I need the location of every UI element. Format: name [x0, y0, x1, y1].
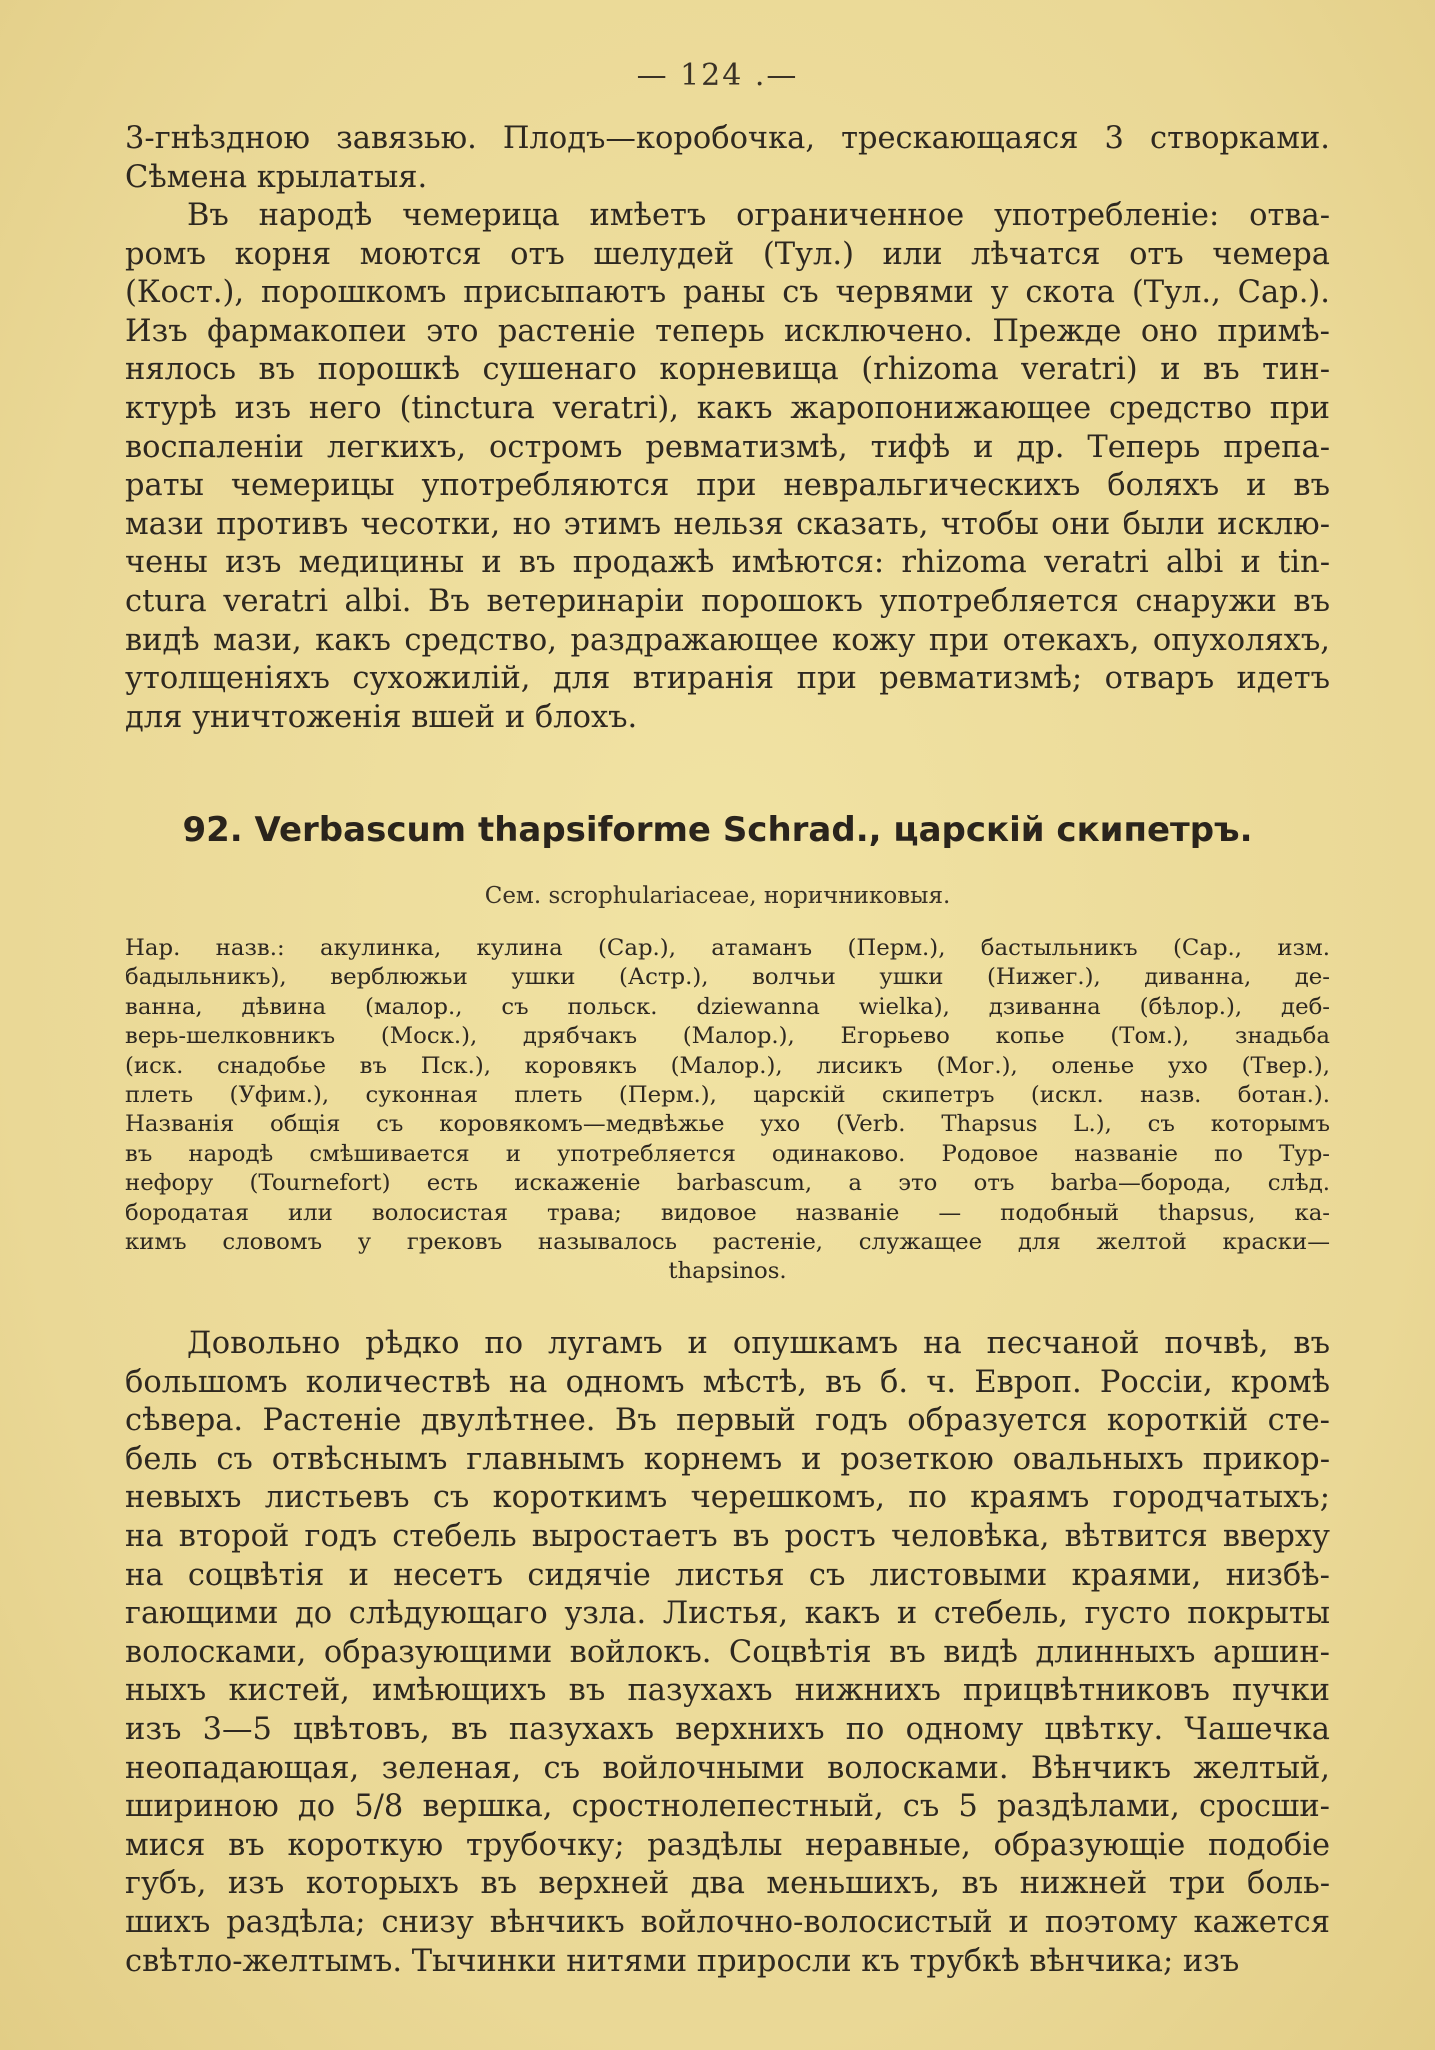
names-line: (иск. снадобье въ Пск.), коровякъ (Малор.), лисикъ (Мог.), оленье ухо (Твер.),: [125, 1052, 1330, 1079]
section-heading: 92. Verbascum thapsiforme Schrad., царскій скипетръ.: [182, 810, 1253, 850]
page-number: — 124 .—: [636, 58, 799, 93]
names-line: въ народѣ смѣшивается и употребляется одинаково. Родовое названіе по Тур-: [125, 1140, 1330, 1167]
usage-line: воспаленіи легкихъ, остромъ ревматизмѣ, тифѣ и др. Теперь препа-: [125, 429, 1330, 465]
description-line: губъ, изъ которыхъ въ верхней два меньшихъ, въ нижней три боль-: [125, 1866, 1330, 1902]
description-line: невыхъ листьевъ съ короткимъ черешкомъ, по краямъ городчатыхъ;: [125, 1480, 1330, 1516]
names-line: ванна, дѣвина (малор., съ польск. dziewanna wielka), дзиванна (бѣлор.), деб-: [125, 993, 1330, 1020]
description-line: бель съ отвѣснымъ главнымъ корнемъ и розеткою овальныхъ прикор-: [125, 1441, 1330, 1477]
description-line: на соцвѣтія и несетъ сидячіе листья съ листовыми краями, низбѣ-: [125, 1557, 1330, 1593]
intro-line: 3-гнѣздною завязью. Плодъ—коробочка, трескающаяся 3 створками.: [125, 121, 1330, 156]
family-line: Сем. scrophulariaceae, норичниковыя.: [484, 883, 951, 909]
names-line: плеть (Уфим.), суконная плеть (Перм.), царскій скипетръ (искл. назв. ботан.).: [125, 1082, 1330, 1109]
description-line: ныхъ кистей, имѣющихъ въ пазухахъ нижнихъ прицвѣтниковъ пучки: [125, 1673, 1330, 1709]
names-line: Нар. назв.: акулинка, кулина (Сар.), атаманъ (Перм.), бастыльникъ (Сар., изм.: [125, 935, 1330, 961]
usage-paragraph: [125, 197, 1330, 737]
usage-line: видѣ мази, какъ средство, раздражающее кожу при отекахъ, опухоляхъ,: [125, 622, 1330, 658]
description-paragraph: [125, 1325, 1330, 1981]
usage-line: (Кост.), порошкомъ присыпаютъ раны съ червями у скота (Тул., Сар.).: [125, 275, 1330, 311]
usage-line: ромъ корня моются отъ шелудей (Тул.) или лѣчатся отъ чемера: [125, 236, 1330, 272]
names-line: бадыльникъ), верблюжьи ушки (Астр.), волчьи ушки (Нижег.), диванна, де-: [125, 964, 1330, 991]
names-line: thapsinos.: [668, 1258, 787, 1285]
description-line: свѣтло-желтымъ. Тычинки нитями приросли къ трубкѣ вѣнчика; изъ: [125, 1943, 1240, 1979]
usage-line: Въ народѣ чемерица имѣетъ ограниченное употребленіе: отва-: [187, 198, 1330, 233]
intro-paragraph: [125, 120, 1330, 197]
description-line: сѣвера. Растеніе двулѣтнее. Въ первый годъ образуется короткій сте-: [125, 1403, 1330, 1439]
usage-line: утолщеніяхъ сухожилій, для втиранія при ревматизмѣ; отваръ идетъ: [125, 661, 1330, 697]
names-line: верь-шелковникъ (Моск.), дрябчакъ (Малор.), Егорьево копье (Том.), знадьба: [125, 1023, 1330, 1050]
description-line: гающими до слѣдующаго узла. Листья, какъ и стебель, густо покрыты: [125, 1596, 1330, 1632]
usage-line: ктурѣ изъ него (tinctura veratri), какъ жаропонижающее средство при: [125, 390, 1330, 426]
usage-line: нялось въ порошкѣ сушенаго корневища (rhizoma veratri) и въ тин-: [125, 352, 1330, 388]
description-line: на второй годъ стебель выростаетъ въ ростъ человѣка, вѣтвится вверху: [125, 1518, 1330, 1554]
usage-line: Изъ фармакопеи это растеніе теперь исключено. Прежде оно примѣ-: [125, 313, 1330, 349]
description-line: неопадающая, зеленая, съ войлочными волосками. Вѣнчикъ желтый,: [125, 1750, 1330, 1786]
names-line: Названія общія съ коровякомъ—медвѣжье ухо (Verb. Thapsus L.), съ которымъ: [125, 1111, 1330, 1138]
description-line: волосками, образующими войлокъ. Соцвѣтія въ видѣ длинныхъ аршин-: [125, 1634, 1330, 1670]
usage-line: мази противъ чесотки, но этимъ нельзя сказать, чтобы они были исклю-: [125, 506, 1330, 542]
names-line: нефору (Tournefort) есть искаженіе barbascum, а это отъ barba—борода, слѣд.: [125, 1170, 1330, 1197]
description-line: шихъ раздѣла; снизу вѣнчикъ войлочно-волосистый и поэтому кажется: [125, 1904, 1330, 1940]
intro-line: Сѣмена крылатыя.: [125, 159, 428, 195]
names-line: бородатая или волосистая трава; видовое названіе — подобный thapsus, ка-: [125, 1199, 1330, 1226]
description-line: шириною до 5/8 вершка, сростнолепестный, съ 5 раздѣлами, сросши-: [125, 1789, 1330, 1825]
description-line: мися въ короткую трубочку; раздѣлы неравные, образующіе подобіе: [125, 1827, 1330, 1863]
usage-line: чены изъ медицины и въ продажѣ имѣются: rhizoma veratri albi и tin-: [125, 545, 1330, 581]
usage-line: раты чемерицы употребляются при невральгическихъ боляхъ и въ: [125, 468, 1330, 504]
usage-line: ctura veratri albi. Въ ветеринаріи порошокъ употребляется снаружи въ: [125, 583, 1330, 619]
description-line: большомъ количествѣ на одномъ мѣстѣ, въ б. ч. Европ. Россіи, кромѣ: [125, 1364, 1330, 1400]
description-line: Довольно рѣдко по лугамъ и опушкамъ на песчаной почвѣ, въ: [187, 1326, 1330, 1361]
names-line: кимъ словомъ у грековъ называлось растеніе, служащее для желтой краски—: [125, 1229, 1330, 1256]
usage-line: для уничтоженія вшей и блохъ.: [125, 699, 638, 735]
description-line: изъ 3—5 цвѣтовъ, въ пазухахъ верхнихъ по одному цвѣтку. Чашечка: [125, 1711, 1330, 1747]
names-paragraph: [125, 934, 1330, 1287]
